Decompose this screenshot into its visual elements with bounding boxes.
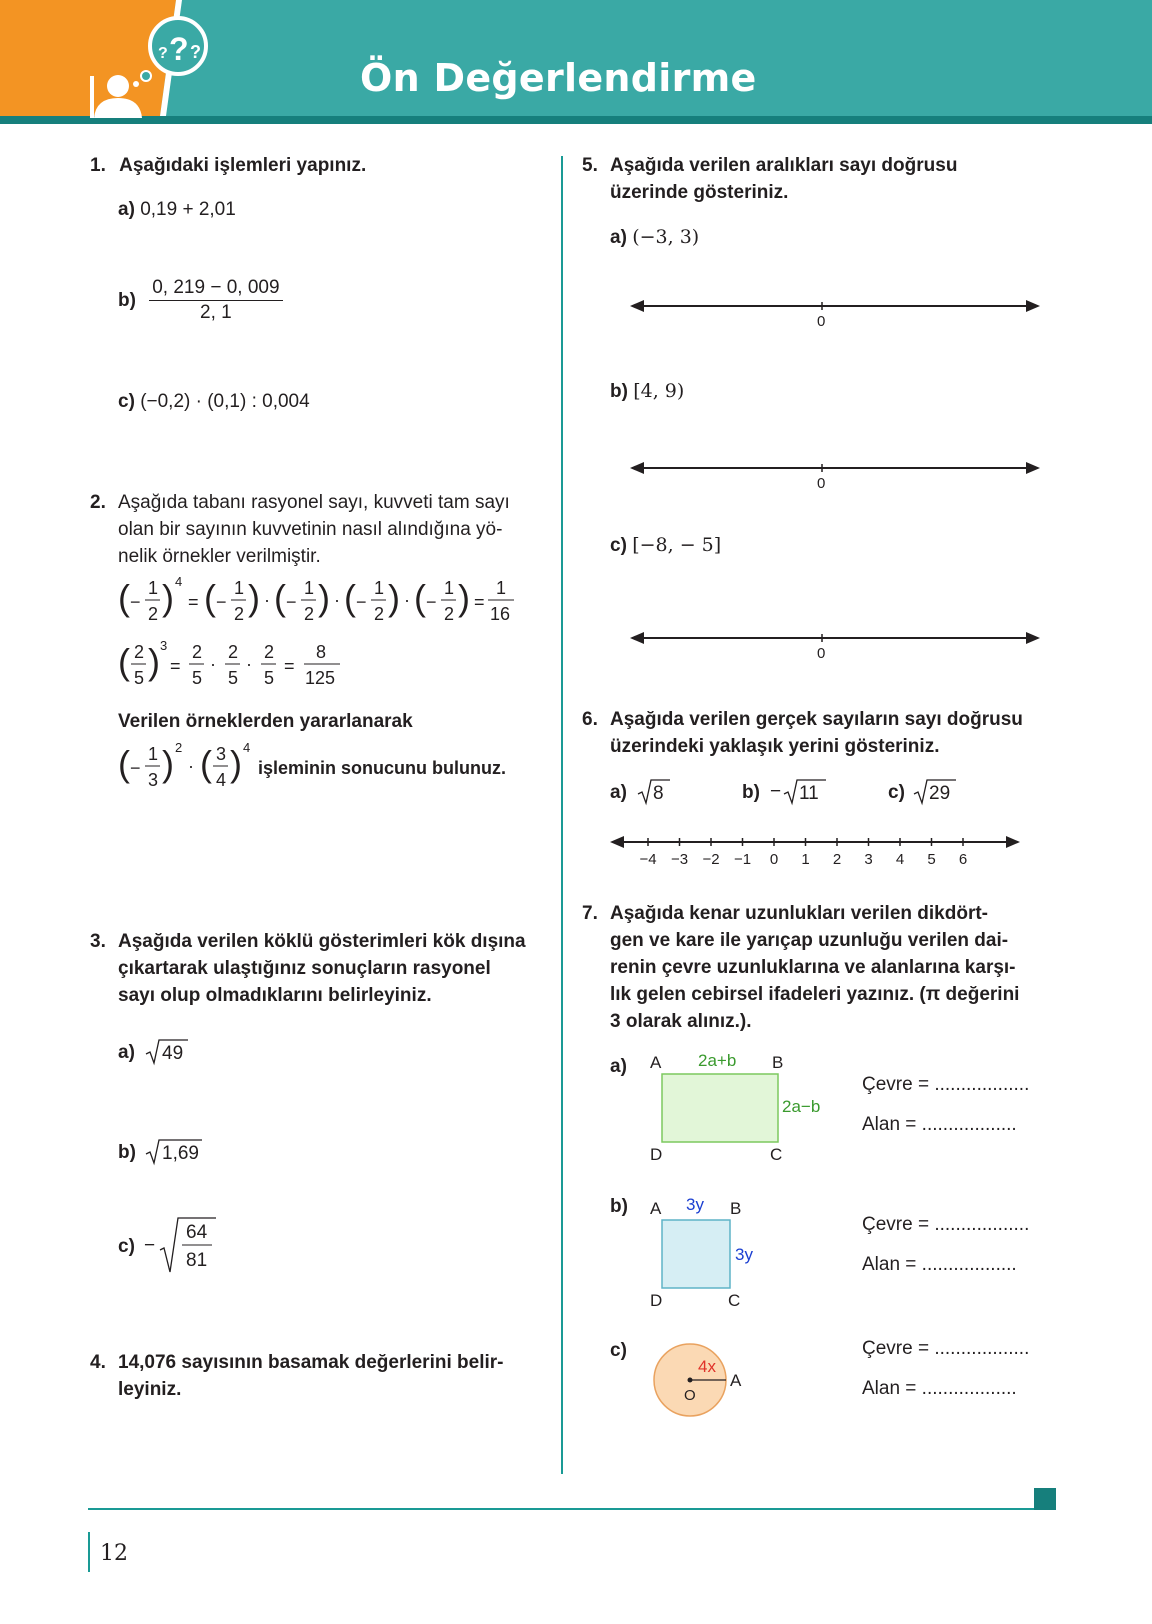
svg-text:·: · [210,654,216,674]
svg-text:2a+b: 2a+b [698,1051,737,1070]
svg-text:5: 5 [134,668,145,688]
q5-part-b [610,378,684,405]
svg-text:(: ( [118,743,130,784]
svg-text:işleminin sonucunu bulunuz.: işleminin sonucunu bulunuz. [258,758,506,778]
question-number: 2. [90,492,106,513]
question-text: Aşağıdaki işlemleri yapınız. [119,155,367,176]
question-text-line: Aşağıda verilen gerçek sayıların sayı doğrusu [610,709,1023,730]
q7-part-c-label: c) [610,1340,627,1361]
question-4 [90,1349,545,1403]
example-1-equation [118,572,538,630]
tick-label: 3 [864,851,873,868]
svg-text:4: 4 [243,740,251,755]
svg-text:125: 125 [305,668,336,688]
number-line-b[interactable] [630,454,1040,494]
svg-text:−: − [286,592,297,612]
svg-text:1: 1 [374,578,385,598]
tick-label: 0 [769,851,779,868]
question-text-line: Aşağıda kenar uzunlukları verilen dikdört- [610,903,988,924]
svg-text:2: 2 [374,604,385,624]
svg-text:2a−b: 2a−b [782,1097,821,1116]
fraction [149,276,282,325]
footer-square-marker [1034,1488,1056,1510]
svg-text:8: 8 [316,642,327,662]
svg-text:a): a) [610,782,627,803]
page-title: Ön Değerlendirme [360,56,757,100]
example-2-equation [118,636,418,694]
part-label: c) [610,535,627,556]
q5-part-a [610,224,699,251]
svg-text:(: ( [344,577,356,618]
question-text-line: sayı olup olmadıklarını belirleyiniz. [118,985,432,1006]
svg-text:2: 2 [304,604,315,624]
question-number: 6. [582,709,598,730]
question-3 [90,928,545,1009]
question-text-line: nelik örnekler verilmiştir. [118,546,321,567]
svg-text:16: 16 [490,604,511,624]
svg-text:0: 0 [817,313,826,330]
svg-text:·: · [188,756,194,776]
svg-text:c): c) [118,1236,135,1257]
tick-label: 1 [801,851,810,868]
svg-text:1: 1 [234,578,245,598]
svg-text:): ) [248,577,260,618]
svg-text:2: 2 [234,604,245,624]
svg-text:): ) [230,743,242,784]
svg-text:3: 3 [160,638,168,653]
question-6 [582,706,1042,760]
svg-text:?: ? [190,42,201,62]
circle-figure [650,1340,770,1420]
svg-text:(: ( [204,577,216,618]
question-number: 1. [90,155,106,176]
number-line-a[interactable] [630,292,1040,332]
tick-label: 4 [895,851,905,868]
question-7 [582,900,1037,1035]
svg-text:3y: 3y [686,1195,704,1214]
q3-part-b [118,1134,258,1170]
svg-text:2: 2 [264,642,275,662]
svg-text:2: 2 [175,740,183,755]
denominator: 2, 1 [200,302,232,323]
svg-text:?: ? [169,31,189,67]
svg-text:5: 5 [264,668,275,688]
tick-label: −2 [702,851,720,868]
svg-text:1: 1 [148,744,159,764]
svg-text:4: 4 [175,574,183,589]
svg-text:D: D [650,1291,663,1310]
tick-label: −1 [733,851,752,868]
svg-text:B: B [730,1199,742,1218]
question-text-line: lık gelen cebirsel ifadeleri yazınız. (π değerini [610,984,1020,1005]
svg-text:8: 8 [653,783,664,804]
part-label: c) [118,391,135,412]
question-text-line: Aşağıda verilen aralıkları sayı doğrusu [610,155,958,176]
svg-text:): ) [148,641,160,682]
perimeter-answer-c[interactable]: Çevre = .................. [862,1338,1030,1359]
expression: 0,19 + 2,01 [140,199,236,220]
svg-text:0: 0 [817,645,826,662]
svg-text:c): c) [888,782,905,803]
svg-text:O: O [684,1387,696,1404]
svg-text:81: 81 [186,1250,208,1271]
expression: (−0,2) · (0,1) : 0,004 [140,391,310,412]
q2-instruction: Verilen örneklerden yararlanarak [118,711,413,732]
svg-text:C: C [728,1291,741,1310]
tick-label: −3 [670,851,689,868]
svg-text:1: 1 [444,578,455,598]
tick-label: 5 [927,851,936,868]
power-term [118,574,182,624]
area-answer-b[interactable]: Alan = .................. [862,1254,1017,1275]
svg-text:·: · [334,590,340,610]
question-number: 7. [582,903,598,924]
svg-text:2: 2 [228,642,239,662]
q1-part-a [118,196,236,223]
q7-part-b-label: b) [610,1196,628,1217]
tick-label: −4 [639,851,657,868]
question-number: 5. [582,155,598,176]
svg-text:=: = [170,656,181,676]
q1-part-c [118,388,310,415]
svg-text:1,69: 1,69 [162,1143,199,1164]
svg-text:−: − [216,592,227,612]
svg-text:0: 0 [817,475,826,492]
svg-text:·: · [264,590,270,610]
svg-text:=: = [474,592,485,612]
svg-text:?: ? [158,45,168,62]
question-1 [90,152,366,179]
svg-text:2: 2 [148,604,159,624]
svg-text:−: − [356,592,367,612]
svg-text:4x: 4x [698,1357,716,1376]
svg-text:): ) [162,743,174,784]
svg-text:): ) [162,577,174,618]
question-2 [90,489,545,570]
svg-text:2: 2 [444,604,455,624]
question-text-line: gen ve kare ile yarıçap uzunluğu verilen dai- [610,930,1009,951]
rectangle-figure [646,1050,836,1166]
svg-text:3: 3 [216,744,227,764]
square-figure [646,1192,786,1312]
q3-part-c [118,1214,258,1278]
svg-text:5: 5 [192,668,203,688]
svg-text:1: 1 [496,578,507,598]
svg-text:(: ( [118,641,130,682]
svg-text:64: 64 [186,1222,208,1243]
q7-part-a-label: a) [610,1056,627,1077]
svg-text:1: 1 [304,578,315,598]
question-text-line: olan bir sayının kuvvetinin nasıl alındığına yö- [118,519,503,540]
q3-part-a [118,1034,238,1070]
interval: [−8, − 5] [632,534,722,556]
question-text-line: Aşağıda verilen köklü gösterimleri kök dışına [118,931,526,952]
question-text-line: leyiniz. [118,1379,182,1400]
q1-part-b [118,276,283,325]
svg-text:(: ( [274,577,286,618]
q5-part-c [610,532,721,559]
svg-text:=: = [284,656,295,676]
svg-text:4: 4 [216,770,227,790]
svg-text:2: 2 [134,642,145,662]
page-number-bar [88,1532,90,1572]
question-text-line: üzerinde gösteriniz. [610,182,789,203]
svg-text:−: − [144,1235,156,1256]
question-text-line: Aşağıda tabanı rasyonel sayı, kuvveti tam sayı [118,492,510,513]
area-answer-a[interactable]: Alan = .................. [862,1114,1017,1135]
svg-text:A: A [650,1199,662,1218]
svg-text:3: 3 [148,770,159,790]
svg-text:C: C [770,1145,783,1164]
svg-text:(: ( [414,577,426,618]
q2-task-expression [118,738,548,796]
svg-text:B: B [772,1053,784,1072]
part-label: a) [610,227,627,248]
svg-text:49: 49 [162,1043,184,1064]
question-text-line: renin çevre uzunluklarına ve alanlarına karşı- [610,957,1016,978]
footer-rule [88,1508,1036,1510]
svg-text:A: A [650,1053,662,1072]
page-number: 12 [100,1541,128,1566]
svg-text:3y: 3y [735,1245,753,1264]
svg-text:): ) [388,577,400,618]
interval: (−3, 3) [632,226,700,248]
part-label: b) [610,381,628,402]
part-label: a) [118,199,135,220]
perimeter-answer-a[interactable]: Çevre = .................. [862,1074,1030,1095]
svg-text:b): b) [118,1142,136,1163]
numerator: 0, 219 − 0, 009 [149,276,282,301]
svg-text:a): a) [118,1042,135,1063]
svg-text:−: − [770,781,782,802]
svg-text:29: 29 [929,783,951,804]
q6-roots [610,774,1050,810]
question-text-line: 3 olarak alınız.). [610,1011,752,1032]
svg-text:1: 1 [148,578,159,598]
question-text-line: çıkartarak ulaştığınız sonuçların rasyonel [118,958,491,979]
student-question-icon [86,14,216,118]
svg-text:−: − [426,592,437,612]
svg-text:11: 11 [799,783,819,804]
question-text-line: 14,076 sayısının basamak değerlerini belir- [118,1352,504,1373]
interval: [4, 9) [633,380,685,402]
question-5 [582,152,1037,206]
svg-text:·: · [404,590,410,610]
svg-text:(: ( [118,577,130,618]
svg-text:·: · [246,654,252,674]
question-number: 3. [90,931,106,952]
column-divider [561,156,563,1474]
tick-label: 2 [832,851,842,868]
number-line-real[interactable] [610,832,1020,872]
svg-text:2: 2 [192,642,203,662]
svg-text:b): b) [742,782,760,803]
perimeter-answer-b[interactable]: Çevre = .................. [862,1214,1030,1235]
svg-text:A: A [730,1371,742,1390]
svg-text:=: = [188,592,199,612]
svg-text:): ) [318,577,330,618]
svg-text:): ) [458,577,470,618]
part-label: b) [118,290,136,311]
number-line-c[interactable] [630,624,1040,664]
svg-text:−: − [130,592,141,612]
svg-text:−: − [130,758,141,778]
question-number: 4. [90,1352,106,1373]
svg-text:D: D [650,1145,663,1164]
tick-label: 6 [958,851,968,868]
area-answer-c[interactable]: Alan = .................. [862,1378,1017,1399]
question-text-line: üzerindeki yaklaşık yerini gösteriniz. [610,736,940,757]
svg-text:5: 5 [228,668,239,688]
svg-text:(: ( [200,743,212,784]
